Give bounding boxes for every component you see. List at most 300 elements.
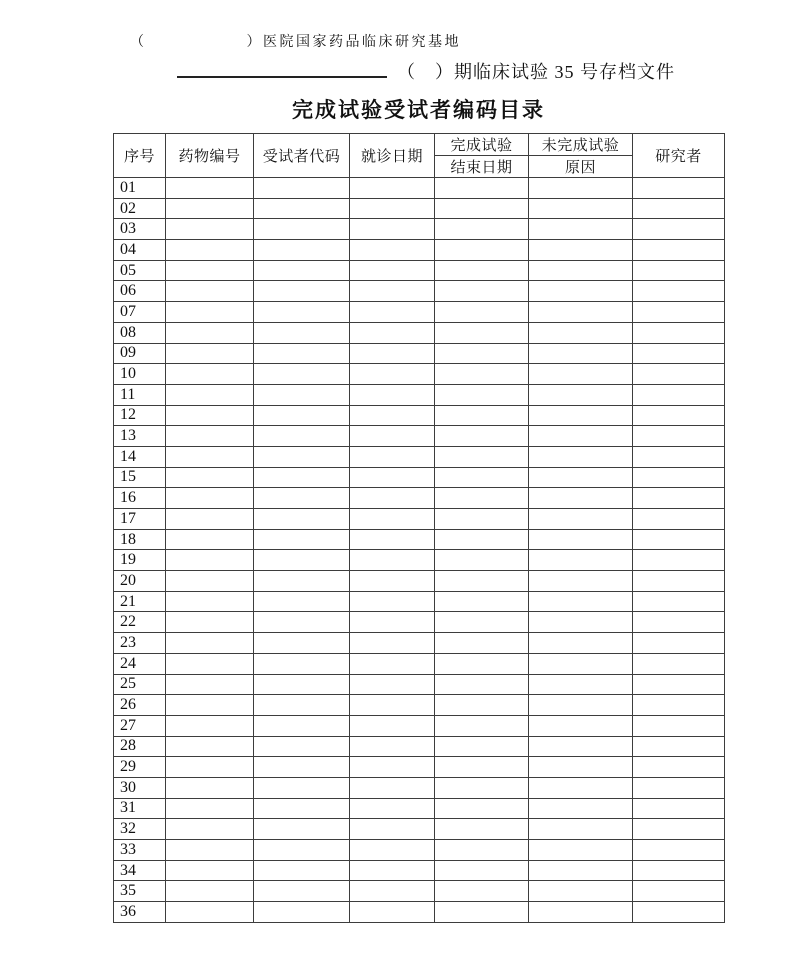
row-number-cell: 21 xyxy=(114,591,166,612)
empty-cell xyxy=(435,529,529,550)
table-row xyxy=(114,281,725,302)
empty-cell xyxy=(435,405,529,426)
empty-cell xyxy=(350,240,435,261)
table-body xyxy=(114,178,725,923)
row-number-cell: 07 xyxy=(114,302,166,323)
row-number-cell: 27 xyxy=(114,715,166,736)
empty-cell xyxy=(529,591,633,612)
empty-cell xyxy=(350,902,435,923)
empty-cell xyxy=(254,240,350,261)
empty-cell xyxy=(529,260,633,281)
empty-cell xyxy=(350,219,435,240)
empty-cell xyxy=(254,715,350,736)
empty-cell xyxy=(435,674,529,695)
empty-cell xyxy=(166,343,254,364)
empty-cell xyxy=(633,322,725,343)
empty-cell xyxy=(529,322,633,343)
empty-cell xyxy=(254,260,350,281)
empty-cell xyxy=(435,571,529,592)
empty-cell xyxy=(529,446,633,467)
empty-cell xyxy=(435,198,529,219)
empty-cell xyxy=(435,736,529,757)
empty-cell xyxy=(254,633,350,654)
empty-cell xyxy=(529,488,633,509)
empty-cell xyxy=(254,612,350,633)
row-number-cell: 20 xyxy=(114,571,166,592)
empty-cell xyxy=(633,695,725,716)
empty-cell xyxy=(435,343,529,364)
empty-cell xyxy=(166,736,254,757)
empty-cell xyxy=(166,798,254,819)
row-number-cell: 32 xyxy=(114,819,166,840)
empty-cell xyxy=(435,509,529,530)
empty-cell xyxy=(529,198,633,219)
row-number-cell: 29 xyxy=(114,757,166,778)
col-header-end-date: 结束日期 xyxy=(435,156,529,178)
empty-cell xyxy=(166,757,254,778)
empty-cell xyxy=(166,881,254,902)
empty-cell xyxy=(633,653,725,674)
empty-cell xyxy=(254,819,350,840)
table-row xyxy=(114,509,725,530)
empty-cell xyxy=(166,653,254,674)
empty-cell xyxy=(633,757,725,778)
empty-cell xyxy=(435,633,529,654)
col-header-serial: 序号 xyxy=(114,134,166,178)
table-row xyxy=(114,653,725,674)
empty-cell xyxy=(254,736,350,757)
empty-cell xyxy=(529,550,633,571)
row-number-cell: 10 xyxy=(114,364,166,385)
row-number-cell: 26 xyxy=(114,695,166,716)
row-number-cell: 28 xyxy=(114,736,166,757)
empty-cell xyxy=(633,674,725,695)
empty-cell xyxy=(166,364,254,385)
col-header-not-completed-trial: 未完成试验 xyxy=(529,134,633,156)
empty-cell xyxy=(350,384,435,405)
empty-cell xyxy=(633,405,725,426)
empty-cell xyxy=(633,902,725,923)
empty-cell xyxy=(166,674,254,695)
empty-cell xyxy=(350,736,435,757)
empty-cell xyxy=(435,426,529,447)
empty-cell xyxy=(529,881,633,902)
empty-cell xyxy=(435,757,529,778)
empty-cell xyxy=(435,302,529,323)
table-row xyxy=(114,736,725,757)
empty-cell xyxy=(633,715,725,736)
empty-cell xyxy=(529,612,633,633)
col-header-reason: 原因 xyxy=(529,156,633,178)
empty-cell xyxy=(350,715,435,736)
empty-cell xyxy=(166,819,254,840)
table-row xyxy=(114,260,725,281)
row-number-cell: 08 xyxy=(114,322,166,343)
empty-cell xyxy=(350,633,435,654)
empty-cell xyxy=(166,322,254,343)
table-row xyxy=(114,302,725,323)
archive-label: （ ）期临床试验 35 号存档文件 xyxy=(397,62,675,82)
empty-cell xyxy=(350,653,435,674)
empty-cell xyxy=(254,405,350,426)
empty-cell xyxy=(633,426,725,447)
empty-cell xyxy=(633,509,725,530)
empty-cell xyxy=(633,571,725,592)
table-row xyxy=(114,426,725,447)
table-row xyxy=(114,840,725,861)
empty-cell xyxy=(254,509,350,530)
row-number-cell: 25 xyxy=(114,674,166,695)
row-number-cell: 05 xyxy=(114,260,166,281)
row-number-cell: 04 xyxy=(114,240,166,261)
empty-cell xyxy=(435,219,529,240)
empty-cell xyxy=(529,674,633,695)
row-number-cell: 09 xyxy=(114,343,166,364)
subject-code-table xyxy=(113,133,725,923)
empty-cell xyxy=(350,446,435,467)
table-row xyxy=(114,343,725,364)
table-row xyxy=(114,695,725,716)
empty-cell xyxy=(166,281,254,302)
empty-cell xyxy=(254,446,350,467)
empty-cell xyxy=(350,591,435,612)
empty-cell xyxy=(350,529,435,550)
empty-cell xyxy=(529,240,633,261)
empty-cell xyxy=(254,777,350,798)
empty-cell xyxy=(435,240,529,261)
row-number-cell: 03 xyxy=(114,219,166,240)
empty-cell xyxy=(350,509,435,530)
empty-cell xyxy=(350,281,435,302)
empty-cell xyxy=(350,343,435,364)
empty-cell xyxy=(350,488,435,509)
empty-cell xyxy=(166,715,254,736)
empty-cell xyxy=(166,198,254,219)
empty-cell xyxy=(166,302,254,323)
empty-cell xyxy=(350,571,435,592)
empty-cell xyxy=(350,819,435,840)
empty-cell xyxy=(435,384,529,405)
empty-cell xyxy=(633,860,725,881)
empty-cell xyxy=(166,550,254,571)
empty-cell xyxy=(633,178,725,199)
empty-cell xyxy=(350,612,435,633)
empty-cell xyxy=(254,881,350,902)
empty-cell xyxy=(529,715,633,736)
empty-cell xyxy=(166,384,254,405)
empty-cell xyxy=(529,571,633,592)
empty-cell xyxy=(166,591,254,612)
empty-cell xyxy=(350,881,435,902)
row-number-cell: 15 xyxy=(114,467,166,488)
empty-cell xyxy=(350,550,435,571)
empty-cell xyxy=(350,695,435,716)
row-number-cell: 19 xyxy=(114,550,166,571)
empty-cell xyxy=(350,777,435,798)
table-row xyxy=(114,405,725,426)
empty-cell xyxy=(633,240,725,261)
empty-cell xyxy=(166,840,254,861)
empty-cell xyxy=(435,819,529,840)
empty-cell xyxy=(633,384,725,405)
site-name-line xyxy=(130,31,461,51)
empty-cell xyxy=(254,798,350,819)
empty-cell xyxy=(529,384,633,405)
empty-cell xyxy=(529,405,633,426)
empty-cell xyxy=(166,695,254,716)
empty-cell xyxy=(166,777,254,798)
table-row xyxy=(114,571,725,592)
empty-cell xyxy=(166,488,254,509)
table-row xyxy=(114,322,725,343)
empty-cell xyxy=(166,860,254,881)
row-number-cell: 12 xyxy=(114,405,166,426)
row-number-cell: 11 xyxy=(114,384,166,405)
empty-cell xyxy=(350,322,435,343)
empty-cell xyxy=(435,653,529,674)
empty-cell xyxy=(435,840,529,861)
empty-cell xyxy=(435,281,529,302)
row-number-cell: 22 xyxy=(114,612,166,633)
archive-line xyxy=(177,60,675,82)
col-header-researcher: 研究者 xyxy=(633,134,725,178)
empty-cell xyxy=(254,591,350,612)
row-number-cell: 16 xyxy=(114,488,166,509)
empty-cell xyxy=(254,550,350,571)
row-number-cell: 24 xyxy=(114,653,166,674)
empty-cell xyxy=(529,343,633,364)
col-header-completed-trial: 完成试验 xyxy=(435,134,529,156)
empty-cell xyxy=(633,881,725,902)
col-header-drug-number: 药物编号 xyxy=(166,134,254,178)
empty-cell xyxy=(350,405,435,426)
empty-cell xyxy=(529,364,633,385)
empty-cell xyxy=(435,777,529,798)
empty-cell xyxy=(633,612,725,633)
col-header-subject-code: 受试者代码 xyxy=(254,134,350,178)
table-header-row-1 xyxy=(114,134,725,156)
empty-cell xyxy=(254,281,350,302)
empty-cell xyxy=(435,488,529,509)
table-row xyxy=(114,798,725,819)
empty-cell xyxy=(254,322,350,343)
empty-cell xyxy=(633,302,725,323)
row-number-cell: 35 xyxy=(114,881,166,902)
row-number-cell: 14 xyxy=(114,446,166,467)
empty-cell xyxy=(633,736,725,757)
empty-cell xyxy=(529,798,633,819)
row-number-cell: 13 xyxy=(114,426,166,447)
table-row xyxy=(114,819,725,840)
empty-cell xyxy=(529,633,633,654)
empty-cell xyxy=(350,178,435,199)
empty-cell xyxy=(435,798,529,819)
empty-cell xyxy=(529,426,633,447)
blank-underline xyxy=(177,60,387,78)
table-row xyxy=(114,674,725,695)
page-title: 完成试验受试者编码目录 xyxy=(292,98,545,122)
empty-cell xyxy=(166,612,254,633)
table-row xyxy=(114,240,725,261)
empty-cell xyxy=(166,240,254,261)
empty-cell xyxy=(529,653,633,674)
empty-cell xyxy=(350,798,435,819)
empty-cell xyxy=(350,364,435,385)
empty-cell xyxy=(166,633,254,654)
empty-cell xyxy=(633,198,725,219)
empty-cell xyxy=(633,467,725,488)
table-row xyxy=(114,757,725,778)
empty-cell xyxy=(529,777,633,798)
table-row xyxy=(114,467,725,488)
table-header xyxy=(114,134,725,178)
row-number-cell: 06 xyxy=(114,281,166,302)
empty-cell xyxy=(633,219,725,240)
table-row xyxy=(114,715,725,736)
empty-cell xyxy=(254,674,350,695)
empty-cell xyxy=(166,571,254,592)
empty-cell xyxy=(435,364,529,385)
empty-cell xyxy=(166,446,254,467)
empty-cell xyxy=(254,902,350,923)
empty-cell xyxy=(350,302,435,323)
empty-cell xyxy=(166,509,254,530)
empty-cell xyxy=(254,343,350,364)
empty-cell xyxy=(166,529,254,550)
empty-cell xyxy=(435,881,529,902)
table-row xyxy=(114,902,725,923)
empty-cell xyxy=(254,198,350,219)
empty-cell xyxy=(529,757,633,778)
empty-cell xyxy=(633,591,725,612)
site-name-text: ）医院国家药品临床研究基地 xyxy=(246,35,461,50)
empty-cell xyxy=(633,364,725,385)
row-number-cell: 33 xyxy=(114,840,166,861)
table-row xyxy=(114,860,725,881)
empty-cell xyxy=(254,529,350,550)
empty-cell xyxy=(254,840,350,861)
empty-cell xyxy=(254,302,350,323)
site-name-open-paren: （ xyxy=(130,35,147,50)
empty-cell xyxy=(529,819,633,840)
empty-cell xyxy=(350,674,435,695)
empty-cell xyxy=(633,550,725,571)
empty-cell xyxy=(166,467,254,488)
empty-cell xyxy=(435,860,529,881)
empty-cell xyxy=(254,219,350,240)
table-row xyxy=(114,612,725,633)
table-row xyxy=(114,529,725,550)
empty-cell xyxy=(435,612,529,633)
empty-cell xyxy=(529,281,633,302)
empty-cell xyxy=(166,178,254,199)
empty-cell xyxy=(633,343,725,364)
empty-cell xyxy=(350,467,435,488)
empty-cell xyxy=(350,198,435,219)
empty-cell xyxy=(529,840,633,861)
empty-cell xyxy=(435,467,529,488)
empty-cell xyxy=(633,529,725,550)
table-row xyxy=(114,591,725,612)
table-row xyxy=(114,488,725,509)
empty-cell xyxy=(254,757,350,778)
empty-cell xyxy=(529,529,633,550)
empty-cell xyxy=(633,260,725,281)
col-header-visit-date: 就诊日期 xyxy=(350,134,435,178)
empty-cell xyxy=(633,281,725,302)
empty-cell xyxy=(633,633,725,654)
empty-cell xyxy=(435,446,529,467)
empty-cell xyxy=(435,902,529,923)
empty-cell xyxy=(633,840,725,861)
table-row xyxy=(114,364,725,385)
empty-cell xyxy=(166,902,254,923)
empty-cell xyxy=(435,550,529,571)
empty-cell xyxy=(350,260,435,281)
empty-cell xyxy=(435,715,529,736)
empty-cell xyxy=(529,178,633,199)
table-row xyxy=(114,178,725,199)
empty-cell xyxy=(254,571,350,592)
row-number-cell: 01 xyxy=(114,178,166,199)
table-row xyxy=(114,198,725,219)
empty-cell xyxy=(350,757,435,778)
empty-cell xyxy=(166,219,254,240)
row-number-cell: 17 xyxy=(114,509,166,530)
empty-cell xyxy=(529,695,633,716)
empty-cell xyxy=(254,653,350,674)
row-number-cell: 23 xyxy=(114,633,166,654)
empty-cell xyxy=(529,509,633,530)
empty-cell xyxy=(254,364,350,385)
empty-cell xyxy=(435,591,529,612)
empty-cell xyxy=(435,322,529,343)
empty-cell xyxy=(254,467,350,488)
empty-cell xyxy=(529,302,633,323)
table-row xyxy=(114,446,725,467)
empty-cell xyxy=(633,798,725,819)
row-number-cell: 31 xyxy=(114,798,166,819)
empty-cell xyxy=(435,695,529,716)
empty-cell xyxy=(350,840,435,861)
empty-cell xyxy=(166,405,254,426)
empty-cell xyxy=(254,860,350,881)
empty-cell xyxy=(166,260,254,281)
empty-cell xyxy=(633,777,725,798)
empty-cell xyxy=(529,860,633,881)
empty-cell xyxy=(633,819,725,840)
row-number-cell: 18 xyxy=(114,529,166,550)
empty-cell xyxy=(254,488,350,509)
empty-cell xyxy=(254,426,350,447)
empty-cell xyxy=(435,260,529,281)
empty-cell xyxy=(633,446,725,467)
table-row xyxy=(114,384,725,405)
row-number-cell: 34 xyxy=(114,860,166,881)
empty-cell xyxy=(166,426,254,447)
empty-cell xyxy=(529,467,633,488)
table-row xyxy=(114,881,725,902)
table-row xyxy=(114,550,725,571)
empty-cell xyxy=(633,488,725,509)
empty-cell xyxy=(350,426,435,447)
empty-cell xyxy=(254,178,350,199)
empty-cell xyxy=(350,860,435,881)
row-number-cell: 30 xyxy=(114,777,166,798)
row-number-cell: 02 xyxy=(114,198,166,219)
empty-cell xyxy=(254,695,350,716)
empty-cell xyxy=(529,736,633,757)
